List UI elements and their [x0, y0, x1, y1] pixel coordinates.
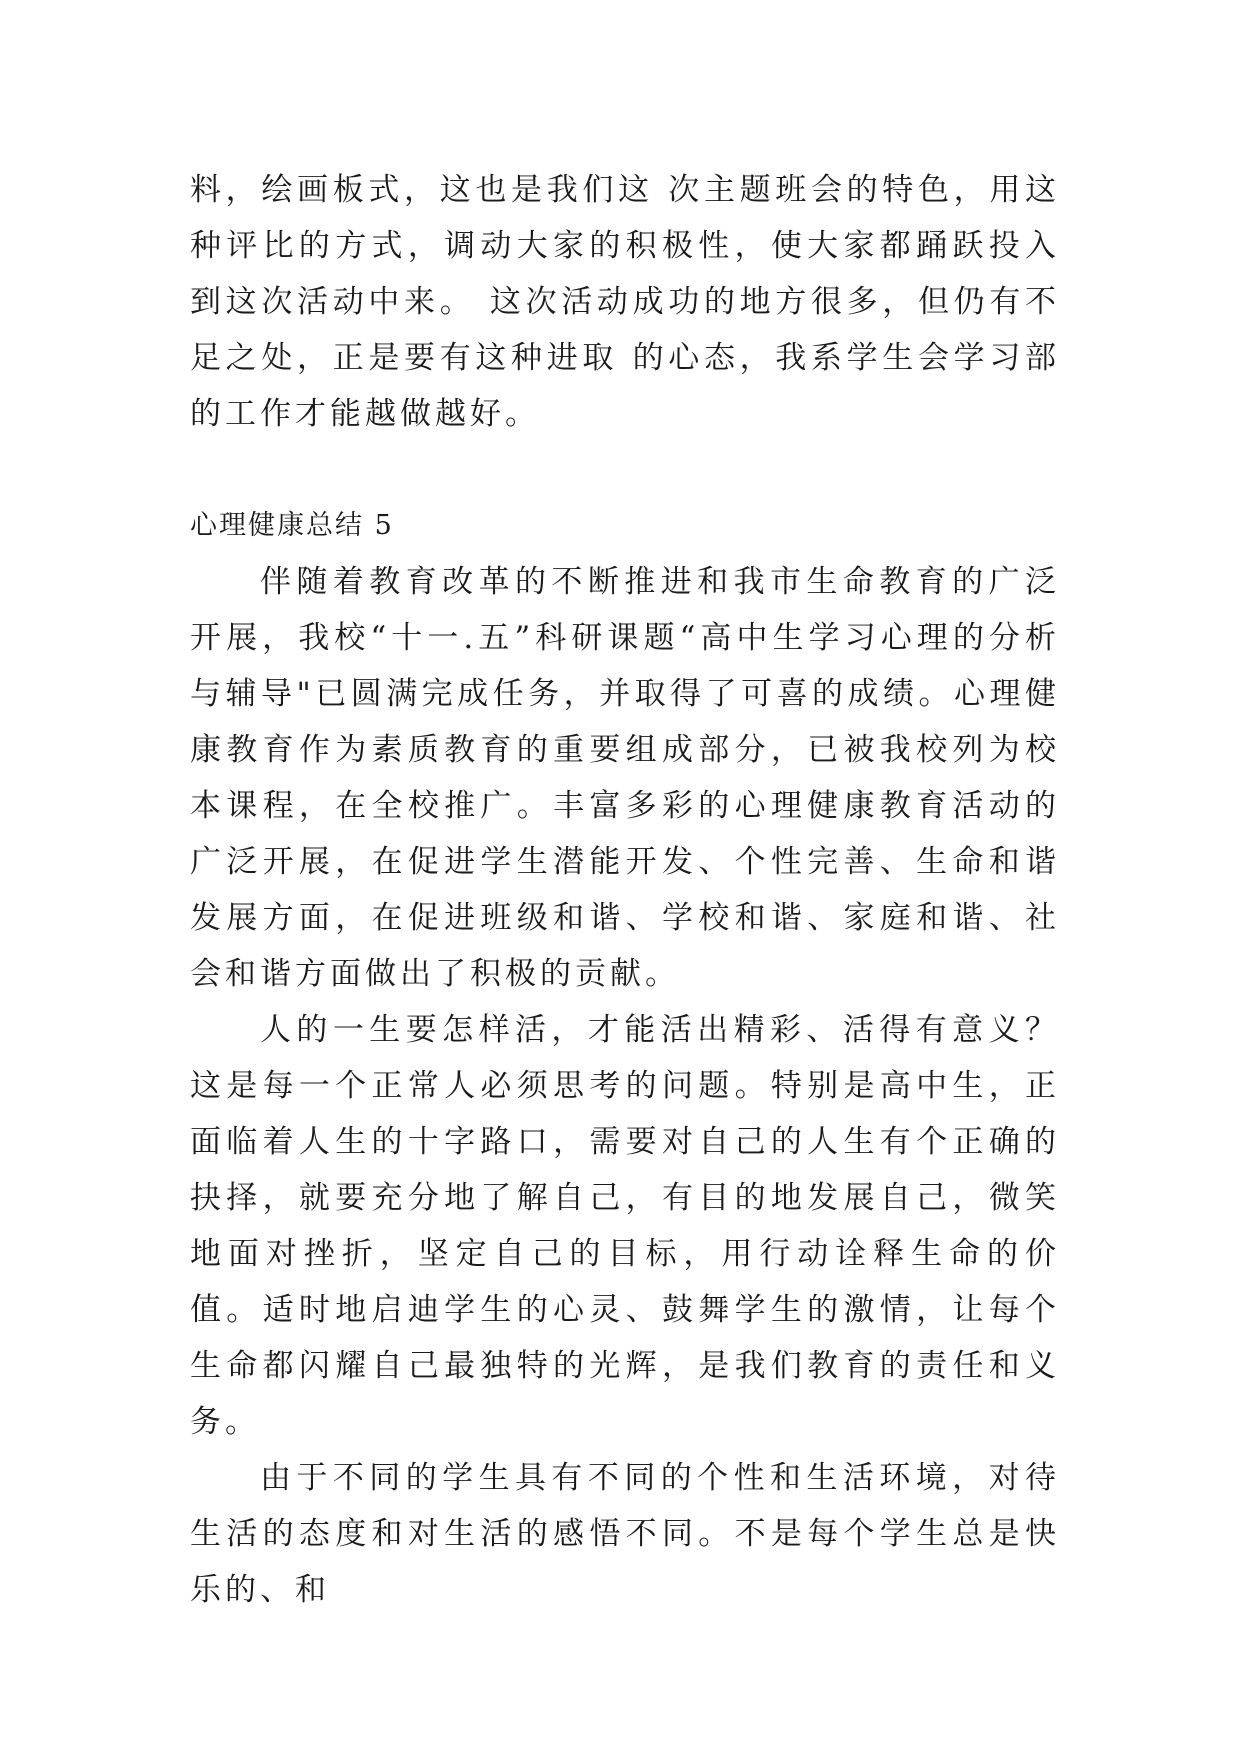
section-heading: 心理健康总结 5: [190, 510, 394, 541]
section-spacer: [190, 442, 1060, 498]
body-paragraph-2: 人的一生要怎样活，才能活出精彩、活得有意义？这是每一个正常人必须思考的问题。特别是高中生，正面临着人生的十字路口，需要对自己的人生有个正确的抉择，就要充分地了解自己，有目的地发展自己，微笑地面对挫折，坚定自己的目标，用行动诠释生命的价值。适时地启迪学生的心灵、鼓舞学生的激情，让每个生命都闪耀自己最独特的光辉，是我们教育的责任和义务。: [190, 1012, 1060, 1440]
document-body: [190, 162, 1060, 1618]
body-paragraph-1: 伴随着教育改革的不断推进和我市生命教育的广泛开展，我校“十一.五”科研课题“高中生学习心理的分析与辅导"已圆满完成任务，并取得了可喜的成绩。心理健康教育作为素质教育的重要组成部分，已被我校列为校本课程，在全校推广。丰富多彩的心理健康教育活动的广泛开展，在促进学生潜能开发、个性完善、生命和谐发展方面，在促进班级和谐、学校和谐、家庭和谐、社会和谐方面做出了积极的贡献。: [190, 564, 1060, 992]
intro-paragraph: 料，绘画板式，这也是我们这 次主题班会的特色，用这种评比的方式，调动大家的积极性，使大家都踊跃投入到这次活动中来。 这次活动成功的地方很多，但仍有不足之处，正是要有这种进取 的心态，我系学生会学习部的工作才能越做越好。: [190, 172, 1060, 432]
body-paragraph-3: 由于不同的学生具有不同的个性和生活环境，对待生活的态度和对生活的感悟不同。不是每个学生总是快乐的、和: [190, 1460, 1060, 1608]
